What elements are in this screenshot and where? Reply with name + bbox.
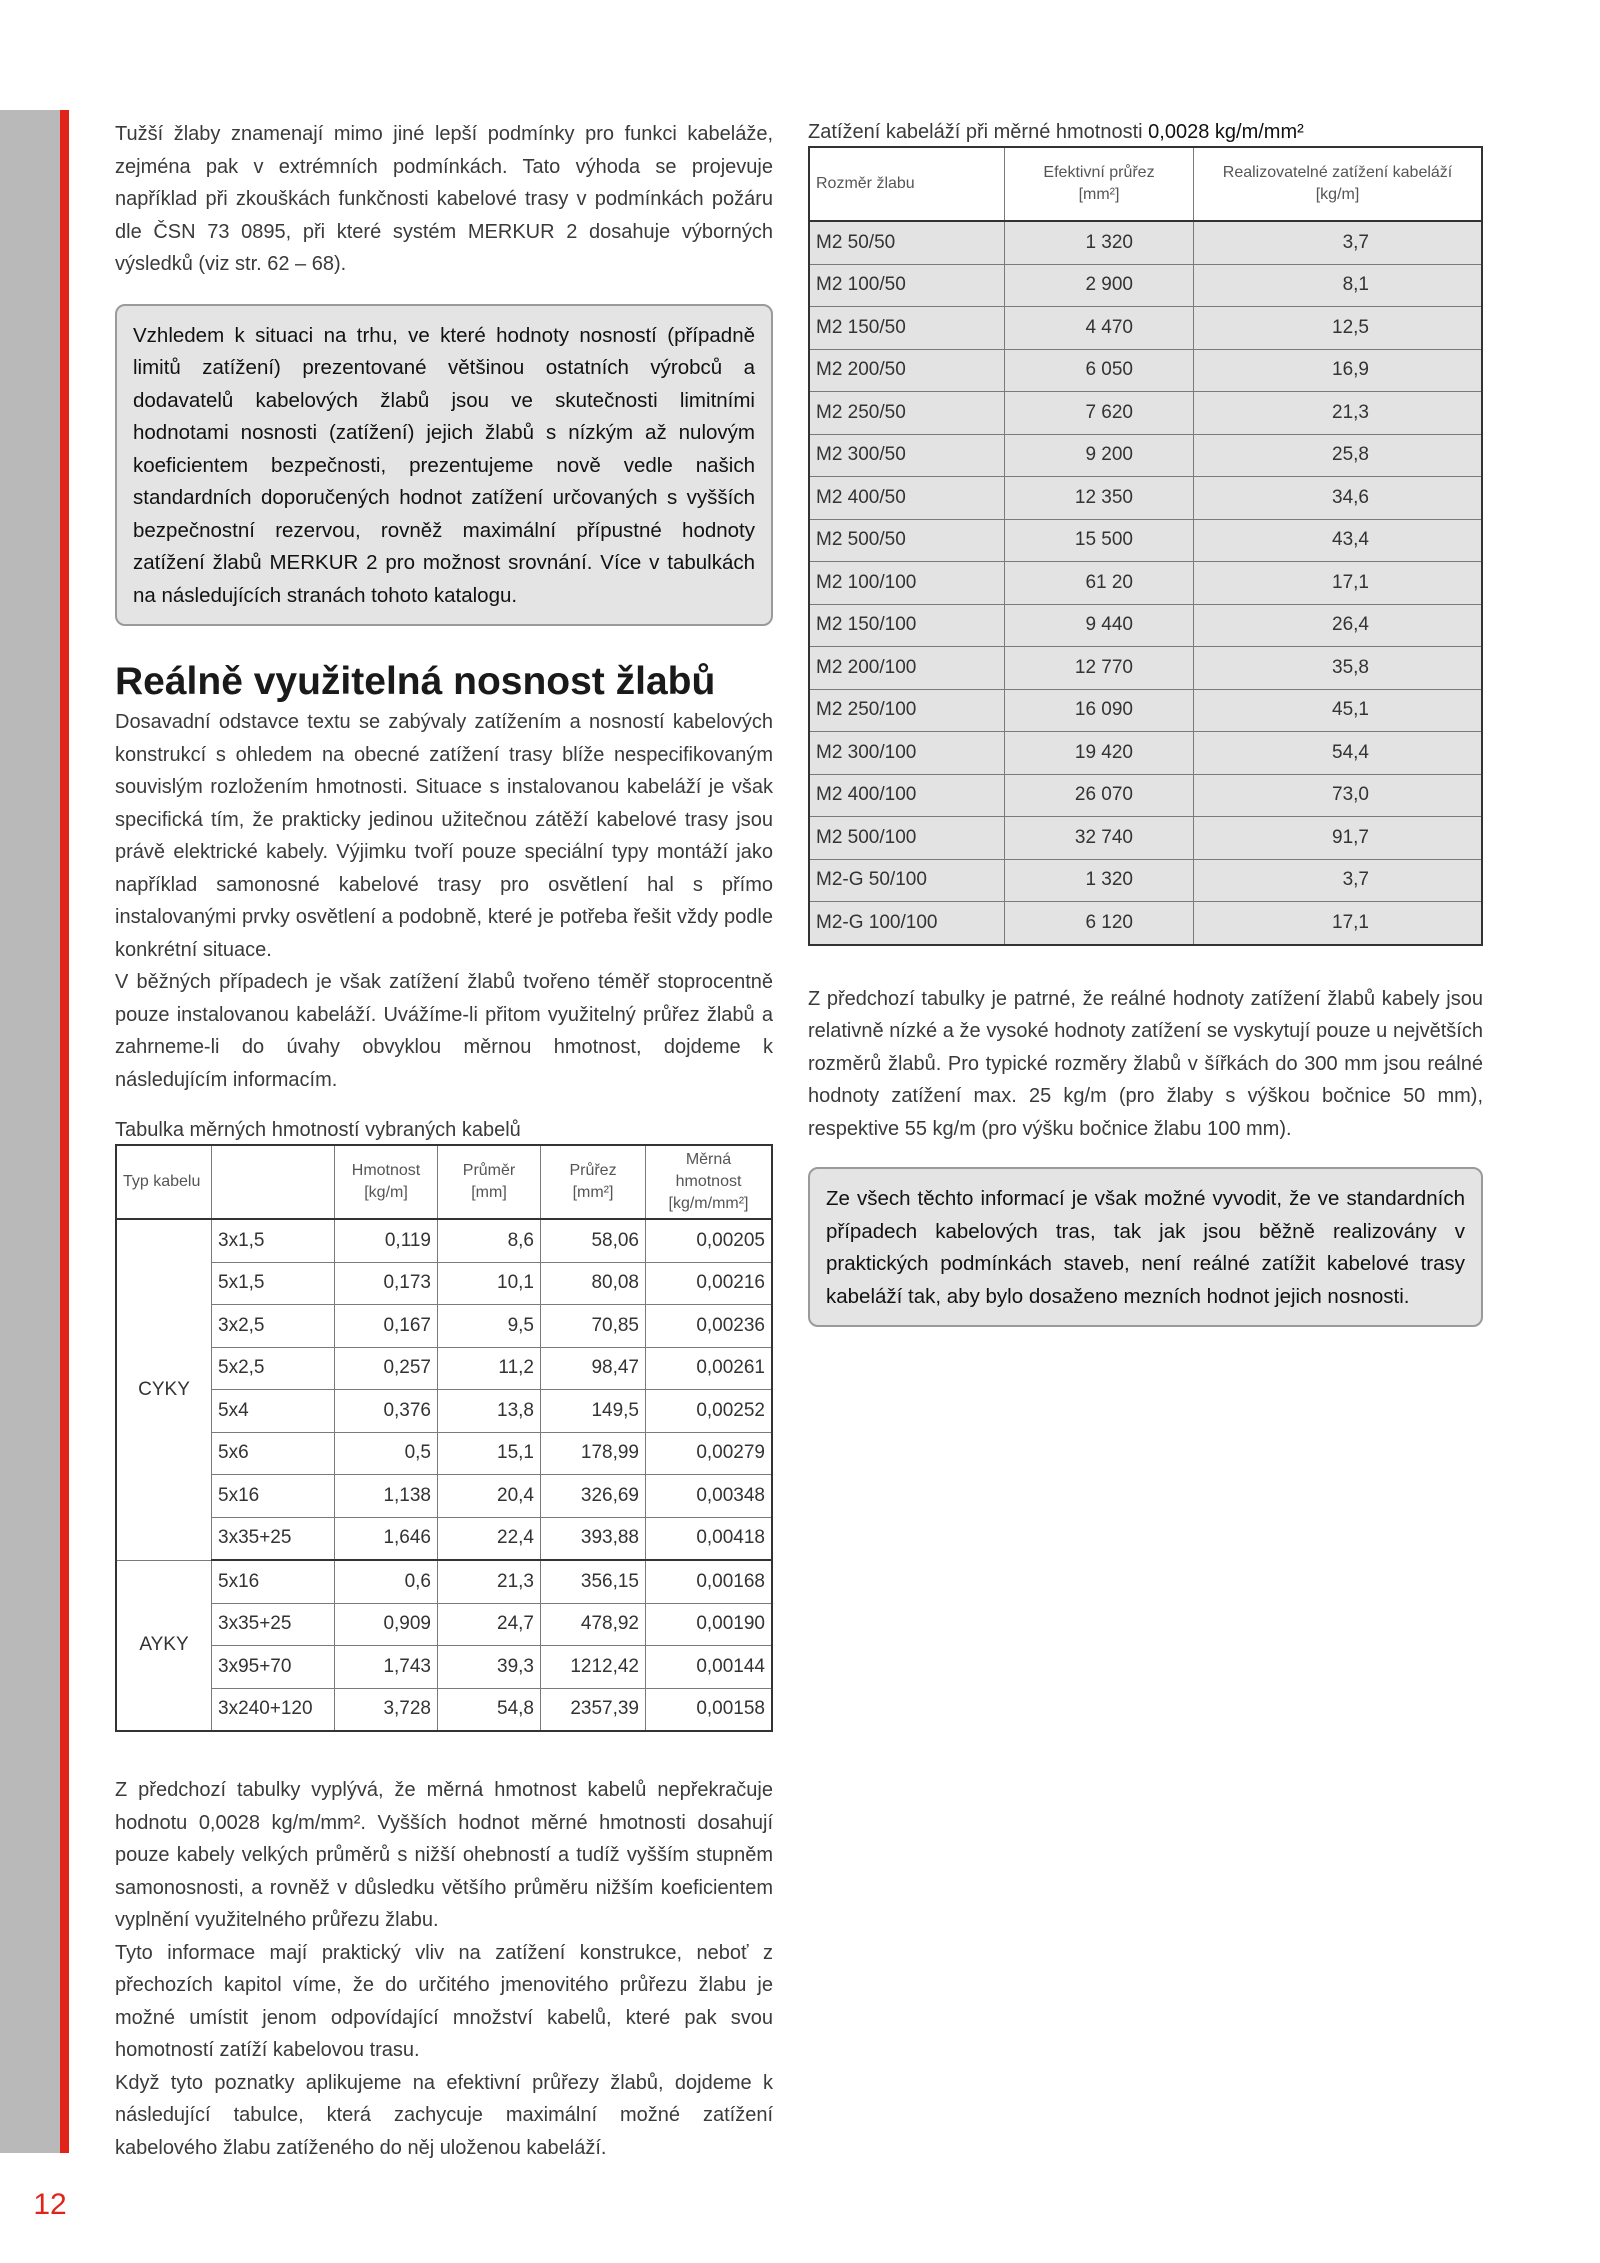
header-specific: Měrná hmotnost [kg/m/mm²] — [646, 1145, 773, 1219]
table-cell: 45,1 — [1194, 689, 1483, 732]
cable-type-cell: AYKY — [116, 1560, 212, 1731]
table-row — [809, 562, 1482, 605]
table-cell: 12 770 — [1005, 647, 1194, 690]
table-cell: 1,743 — [335, 1646, 438, 1689]
table-cell: 0,00144 — [646, 1646, 773, 1689]
table-row — [809, 859, 1482, 902]
header-load: Realizovatelné zatížení kabeláží [kg/m] — [1194, 147, 1483, 221]
table-cell: 17,1 — [1194, 902, 1483, 945]
table-cell: 0,00168 — [646, 1560, 773, 1603]
table-cell: 39,3 — [438, 1646, 541, 1689]
table-cell: 3x35+25 — [212, 1517, 335, 1560]
table-row — [809, 221, 1482, 264]
table-row — [116, 1219, 772, 1262]
paragraph-2: V běžných případech je však zatížení žlabů tvořeno téměř stoprocentně pouze instalovanou kabeláží. Uvážíme-li přitom využitelný průřez žlabů a zahrneme-li do úvahy obvyklou měrnou hmotnost, dojdeme k následujícím informacím. — [115, 971, 773, 1091]
table-row — [809, 902, 1482, 945]
table-cell: 20,4 — [438, 1475, 541, 1518]
table-cell: 3x1,5 — [212, 1219, 335, 1262]
table-cell: 32 740 — [1005, 817, 1194, 860]
table-row — [809, 689, 1482, 732]
table-cell: 0,173 — [335, 1262, 438, 1305]
right-paragraph: Z předchozí tabulky je patrné, že reálné hodnoty zatížení žlabů kabely jsou relativně nízké a že vysoké hodnoty zatížení se vyskytují pouze u největších rozměrů žlabů. Pro typické rozměry žlabů v šířkách do 300 mm jsou reálné hodnoty zatížení max. 25 kg/m (pro žlaby s výškou bočnice 50 mm), respektive 55 kg/m (pro výšku bočnice žlabu 100 mm). — [808, 987, 1483, 1140]
table-cell: 6 120 — [1005, 902, 1194, 945]
table-row — [809, 392, 1482, 435]
table-cell: 12,5 — [1194, 307, 1483, 350]
table-cell: 3x35+25 — [212, 1603, 335, 1646]
table-cell: 25,8 — [1194, 434, 1483, 477]
table-cell: 0,00205 — [646, 1219, 773, 1262]
table-cell: 0,00261 — [646, 1347, 773, 1390]
cable-table-caption: Tabulka měrných hmotností vybraných kabelů — [115, 1119, 521, 1141]
table-cell: M2 100/50 — [809, 264, 1005, 307]
table-cell: 12 350 — [1005, 477, 1194, 520]
table-cell: 21,3 — [438, 1560, 541, 1603]
table-cell: 17,1 — [1194, 562, 1483, 605]
table-row — [116, 1646, 772, 1689]
table-cell: 3,7 — [1194, 221, 1483, 264]
table-cell: 54,4 — [1194, 732, 1483, 775]
table-cell: 3x2,5 — [212, 1305, 335, 1348]
table-cell: 5x16 — [212, 1475, 335, 1518]
table-cell: 149,5 — [541, 1390, 646, 1433]
table-row — [809, 519, 1482, 562]
header-type: Typ kabelu — [116, 1145, 212, 1219]
table-cell: 26 070 — [1005, 774, 1194, 817]
header-effective: Efektivní průřez [mm²] — [1005, 147, 1194, 221]
table-cell: 0,00279 — [646, 1432, 773, 1475]
table-cell: 22,4 — [438, 1517, 541, 1560]
load-table-caption: Zatížení kabeláží při měrné hmotnosti 0,0028 kg/m/mm² — [808, 121, 1304, 143]
table-cell: 1,646 — [335, 1517, 438, 1560]
table-cell: 24,7 — [438, 1603, 541, 1646]
left-column — [115, 118, 773, 2164]
table-cell: 0,257 — [335, 1347, 438, 1390]
paragraph-4: Tyto informace mají praktický vliv na zatížení konstrukce, neboť z přechozích kapitol víme, že do určitého jmenovitého průřezu žlabu je možné umístit jenom odpovídající množství kabelů, které pak svou homotností zatíží kabelovou trasu. — [115, 1941, 773, 2061]
table-cell: M2 250/50 — [809, 392, 1005, 435]
info-box-left: Vzhledem k situaci na trhu, ve které hodnoty nosností (případně limitů zatížení) prezentované většinou ostatních výrobců a dodavatelů kabelových žlabů jsou ve skutečnosti limitními hodnotami nosnosti (zatížení) jejich žlabů s nízkým až nulovým koeficientem bezpečnosti, prezentujeme nově vedle našich standardních doporučených hodnot zatížení určovaných s vyšších bezpečnostní rezervou, rovněž maximální přípustné hodnoty zatížení žlabů MERKUR 2 pro možnost srovnání. Více v tabulkách na následujících stranách tohoto katalogu. — [115, 304, 773, 627]
table-cell: M2-G 50/100 — [809, 859, 1005, 902]
header-weight: Hmotnost [kg/m] — [335, 1145, 438, 1219]
table-cell: M2 200/50 — [809, 349, 1005, 392]
header-diameter: Průměr [mm] — [438, 1145, 541, 1219]
table-cell: M2 400/50 — [809, 477, 1005, 520]
table-cell: 5x1,5 — [212, 1262, 335, 1305]
table-cell: 7 620 — [1005, 392, 1194, 435]
table-cell: 1212,42 — [541, 1646, 646, 1689]
table-row — [116, 1262, 772, 1305]
table-cell: M2 250/100 — [809, 689, 1005, 732]
table-row — [809, 647, 1482, 690]
paragraph-3: Z předchozí tabulky vyplývá, že měrná hmotnost kabelů nepřekračuje hodnotu 0,0028 kg/m/mm². Vyšších hodnot měrné hmotnosti dosahují pouze kabely velkých průměrů s nižší ohebností a tudíž vyšším stupněm samonosnosti, a rovněž v důsledku většího průměru nižším koeficientem vyplnění využitelného průřezu žlabu. — [115, 1779, 773, 1931]
table-cell: 61 20 — [1005, 562, 1194, 605]
table-row — [116, 1390, 772, 1433]
table-cell: 11,2 — [438, 1347, 541, 1390]
table-row — [116, 1688, 772, 1731]
table-cell: 0,376 — [335, 1390, 438, 1433]
table-cell: 16,9 — [1194, 349, 1483, 392]
table-cell: 35,8 — [1194, 647, 1483, 690]
table-cell: 15,1 — [438, 1432, 541, 1475]
table-cell: 13,8 — [438, 1390, 541, 1433]
table-cell: 6 050 — [1005, 349, 1194, 392]
table-cell: 0,119 — [335, 1219, 438, 1262]
table-cell: 0,00158 — [646, 1688, 773, 1731]
table-cell: 73,0 — [1194, 774, 1483, 817]
table-row — [116, 1517, 772, 1560]
table-cell: 0,00418 — [646, 1517, 773, 1560]
table-row — [809, 732, 1482, 775]
table-cell: 5x16 — [212, 1560, 335, 1603]
table-cell: 21,3 — [1194, 392, 1483, 435]
table-cell: 2 900 — [1005, 264, 1194, 307]
load-table — [808, 146, 1483, 946]
info-box-right: Ze všech těchto informací je však možné vyvodit, že ve standardních případech kabelových tras, tak jak jsou běžně realizovány v praktických podmínkách staveb, není reálné zatížit kabelové trasy kabeláží tak, aby bylo dosaženo mezních hodnot jejich nosnosti. — [808, 1167, 1483, 1327]
table-row — [809, 307, 1482, 350]
table-cell: M2 150/50 — [809, 307, 1005, 350]
table-cell: 3x240+120 — [212, 1688, 335, 1731]
table-row — [116, 1432, 772, 1475]
table-row — [116, 1347, 772, 1390]
table-cell: 9 440 — [1005, 604, 1194, 647]
table-row — [809, 434, 1482, 477]
table-cell: 19 420 — [1005, 732, 1194, 775]
table-row — [809, 349, 1482, 392]
side-bar-gray — [0, 110, 60, 2153]
table-cell: 1 320 — [1005, 221, 1194, 264]
page-number: 12 — [33, 2188, 67, 2221]
cable-table-body — [116, 1219, 772, 1731]
table-cell: 5x6 — [212, 1432, 335, 1475]
table-row — [809, 604, 1482, 647]
table-cell: 0,167 — [335, 1305, 438, 1348]
table-row — [809, 264, 1482, 307]
table-cell: 1 320 — [1005, 859, 1194, 902]
table-row — [809, 477, 1482, 520]
table-cell: M2 500/100 — [809, 817, 1005, 860]
table-cell: 0,00236 — [646, 1305, 773, 1348]
table-cell: 58,06 — [541, 1219, 646, 1262]
cable-table — [115, 1144, 773, 1732]
table-cell: 5x2,5 — [212, 1347, 335, 1390]
header-cross: Průřez [mm²] — [541, 1145, 646, 1219]
table-cell: M2 500/50 — [809, 519, 1005, 562]
table-row — [116, 1603, 772, 1646]
table-cell: 9,5 — [438, 1305, 541, 1348]
table-row — [809, 774, 1482, 817]
table-cell: M2 100/100 — [809, 562, 1005, 605]
table-cell: M2 300/100 — [809, 732, 1005, 775]
table-cell: 178,99 — [541, 1432, 646, 1475]
table-cell: 34,6 — [1194, 477, 1483, 520]
table-cell: 15 500 — [1005, 519, 1194, 562]
table-cell: 0,6 — [335, 1560, 438, 1603]
table-cell: 54,8 — [438, 1688, 541, 1731]
table-cell: 26,4 — [1194, 604, 1483, 647]
table-cell: 91,7 — [1194, 817, 1483, 860]
table-cell: 326,69 — [541, 1475, 646, 1518]
table-cell: 43,4 — [1194, 519, 1483, 562]
section-heading: Reálně využitelná nosnost žlabů — [115, 660, 716, 703]
side-bar-red — [60, 110, 69, 2153]
table-cell: 8,1 — [1194, 264, 1483, 307]
table-cell: M2 300/50 — [809, 434, 1005, 477]
load-table-body — [809, 221, 1482, 945]
table-cell: 5x4 — [212, 1390, 335, 1433]
table-cell: 8,6 — [438, 1219, 541, 1262]
table-cell: 70,85 — [541, 1305, 646, 1348]
table-row — [116, 1305, 772, 1348]
table-cell: 2357,39 — [541, 1688, 646, 1731]
table-row — [116, 1560, 772, 1603]
table-cell: 0,909 — [335, 1603, 438, 1646]
table-cell: 393,88 — [541, 1517, 646, 1560]
table-cell: 0,5 — [335, 1432, 438, 1475]
intro-paragraph: Tužší žlaby znamenají mimo jiné lepší podmínky pro funkci kabeláže, zejména pak v extrémních podmínkách. Tato výhoda se projevuje například při zkouškách funkčnosti kabelové trasy v podmínkách požáru dle ČSN 73 0895, při které systém MERKUR 2 dosahuje výborných výsledků (viz str. 62 – 68). — [115, 123, 773, 275]
paragraph-1: Dosavadní odstavce textu se zabývaly zatížením a nosností kabelových konstrukcí s ohledem na obecné zatížení trasy blíže nespecifikovaným souvislým rozložením hmotnosti. Situace s instalovanou kabeláží je však specifická tím, že prakticky jedinou užitečnou zátěží kabelové trasy jsou právě elektrické kabely. Výjimku tvoří pouze speciální typy montáží jako například samonosné kabelové trasy pro osvětlení hal s přímo instalovanými prvky osvětlení a podobně, které je potřeba řešit vždy podle konkrétní situace. — [115, 711, 773, 961]
table-cell: 356,15 — [541, 1560, 646, 1603]
table-row — [116, 1475, 772, 1518]
table-cell: 478,92 — [541, 1603, 646, 1646]
header-size: Rozměr žlabu — [809, 147, 1005, 221]
table-cell: 3x95+70 — [212, 1646, 335, 1689]
table-cell: M2-G 100/100 — [809, 902, 1005, 945]
right-column — [808, 118, 1483, 1327]
table-cell: M2 400/100 — [809, 774, 1005, 817]
table-cell: 3,728 — [335, 1688, 438, 1731]
table-cell: 1,138 — [335, 1475, 438, 1518]
table-cell: M2 200/100 — [809, 647, 1005, 690]
table-cell: 9 200 — [1005, 434, 1194, 477]
table-cell: 0,00190 — [646, 1603, 773, 1646]
table-cell: 16 090 — [1005, 689, 1194, 732]
cable-type-cell: CYKY — [116, 1219, 212, 1560]
table-cell: 4 470 — [1005, 307, 1194, 350]
table-cell: 0,00216 — [646, 1262, 773, 1305]
table-cell: M2 50/50 — [809, 221, 1005, 264]
table-cell: 0,00348 — [646, 1475, 773, 1518]
paragraph-5: Když tyto poznatky aplikujeme na efektivní průřezy žlabů, dojdeme k následující tabulce, která zachycuje maximální možné zatížení kabelového žlabu zatíženého do něj uloženou kabeláží. — [115, 2071, 773, 2159]
table-cell: 3,7 — [1194, 859, 1483, 902]
table-cell: 80,08 — [541, 1262, 646, 1305]
table-cell: 98,47 — [541, 1347, 646, 1390]
table-cell: 10,1 — [438, 1262, 541, 1305]
table-row — [809, 817, 1482, 860]
table-cell: M2 150/100 — [809, 604, 1005, 647]
header-spacer — [212, 1145, 335, 1219]
table-cell: 0,00252 — [646, 1390, 773, 1433]
